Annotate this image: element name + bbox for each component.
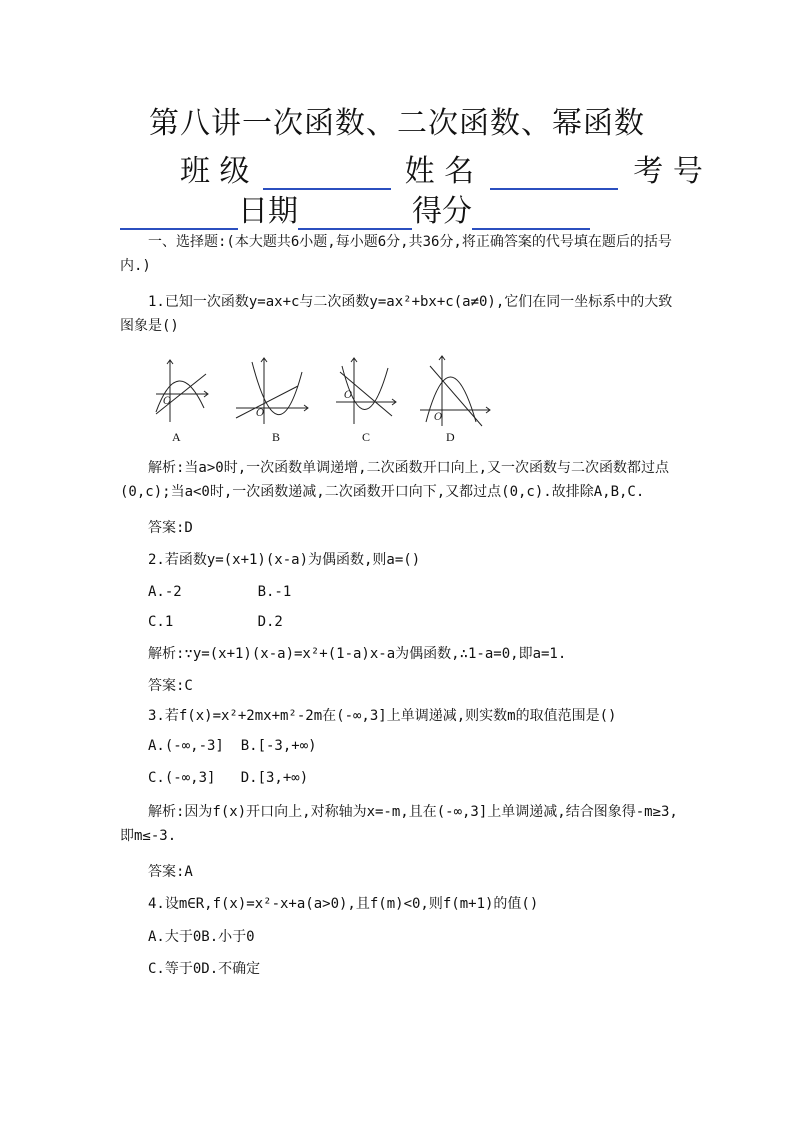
q2-answer: 答案:C bbox=[148, 678, 193, 694]
q2-analysis: 解析:∵y=(x+1)(x-a)=x²+(1-a)x-a为偶函数,∴1-a=0,即a=1. bbox=[148, 646, 567, 662]
graph-d bbox=[420, 356, 490, 426]
graph-b bbox=[236, 358, 308, 424]
graph-a bbox=[156, 360, 208, 422]
q1-analysis: 解析:当a>0时,一次函数单调递增,二次函数开口向上,又一次函数与二次函数都过点(0,c);当a<0时,一次函数递减,二次函数开口向下,又都过点(0,c).故排除A,B,C. bbox=[120, 460, 669, 500]
q1-stem: 1.已知一次函数y=ax+c与二次函数y=ax²+bx+c(a≠0),它们在同一坐标系中的大致图象是() bbox=[120, 294, 673, 334]
svg-text:O: O bbox=[344, 390, 353, 401]
q4-options-row-1: A.大于0B.小于0 bbox=[148, 929, 255, 945]
number-blank[interactable] bbox=[120, 198, 238, 230]
graph-label-a: A bbox=[172, 430, 181, 444]
page-title: 第八讲一次函数、二次函数、幂函数 bbox=[149, 106, 645, 141]
q1-answer: 答案:D bbox=[148, 520, 193, 536]
number-label: 考 号 bbox=[633, 154, 703, 189]
date-label: 日期 bbox=[238, 194, 298, 229]
section-instructions: 一、选择题:(本大题共6小题,每小题6分,共36分,将正确答案的代号填在题后的括号内.) bbox=[120, 234, 672, 274]
q1-graphs bbox=[148, 352, 508, 442]
graph-label-d: D bbox=[446, 430, 455, 444]
graph-label-b: B bbox=[272, 430, 281, 444]
class-label: 班 级 bbox=[180, 154, 250, 189]
q3-options-row-2: C.(-∞,3] D.[3,+∞) bbox=[148, 770, 309, 786]
q2-stem: 2.若函数y=(x+1)(x-a)为偶函数,则a=() bbox=[148, 552, 421, 568]
svg-text:O: O bbox=[256, 408, 265, 419]
header-row-1 bbox=[180, 146, 703, 190]
q3-analysis: 解析:因为f(x)开口向上,对称轴为x=-m,且在(-∞,3]上单调递减,结合图象得-m≥3,即m≤-3. bbox=[120, 804, 678, 844]
q2-options-row-2: C.1 D.2 bbox=[148, 614, 283, 630]
score-label: 得分 bbox=[412, 194, 472, 229]
graph-c bbox=[336, 358, 396, 424]
q3-options-row-1: A.(-∞,-3] B.[-3,+∞) bbox=[148, 738, 317, 754]
header-row-2 bbox=[120, 186, 590, 230]
svg-text:O: O bbox=[434, 412, 443, 423]
q4-options-row-2: C.等于0D.不确定 bbox=[148, 961, 261, 977]
svg-text:O: O bbox=[163, 396, 172, 407]
q3-answer: 答案:A bbox=[148, 864, 193, 880]
q4-stem: 4.设m∈R,f(x)=x²-x+a(a>0),且f(m)<0,则f(m+1)的值() bbox=[148, 896, 539, 912]
date-blank[interactable] bbox=[298, 198, 412, 230]
graph-label-c: C bbox=[362, 430, 371, 444]
name-label: 姓 名 bbox=[404, 154, 475, 189]
q3-stem: 3.若f(x)=x²+2mx+m²-2m在(-∞,3]上单调递减,则实数m的取值范围是() bbox=[148, 708, 617, 724]
score-blank[interactable] bbox=[472, 198, 590, 230]
q2-options-row-1: A.-2 B.-1 bbox=[148, 584, 292, 600]
